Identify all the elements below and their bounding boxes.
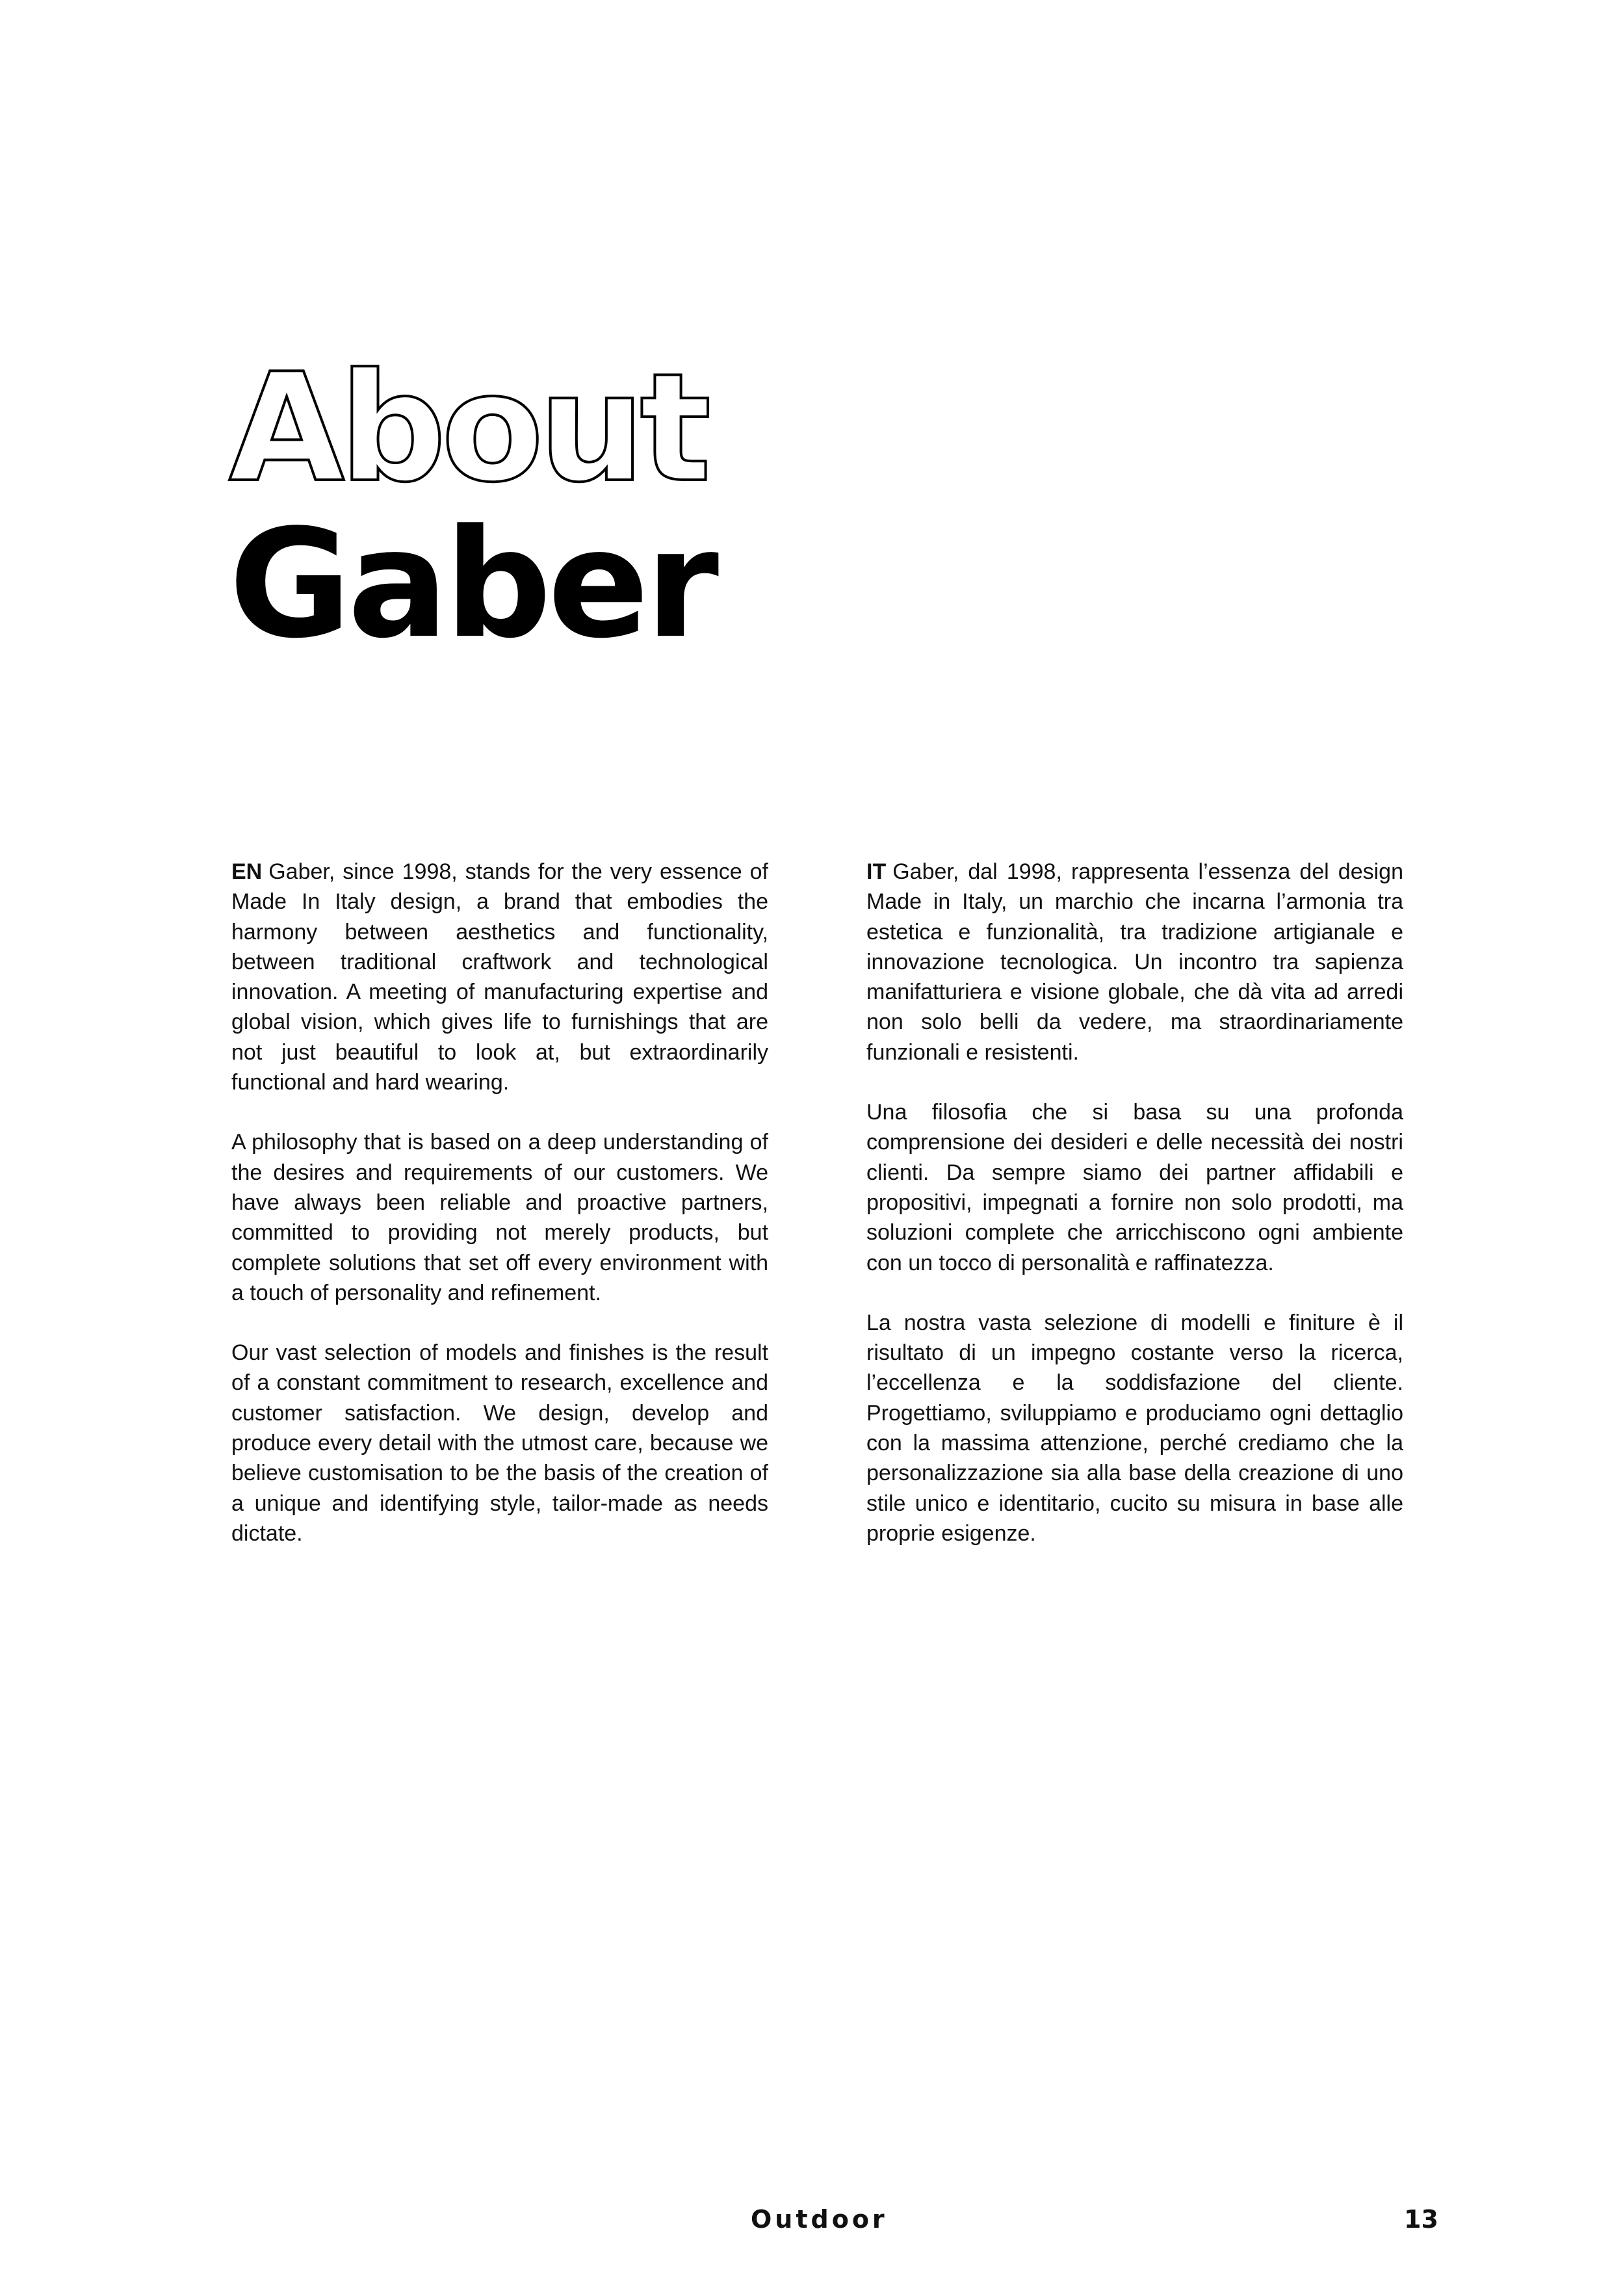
english-text-column	[231, 857, 768, 1578]
title-line-gaber: Gaber	[229, 498, 716, 672]
footer-section-label: Outdoor	[751, 2205, 888, 2234]
language-code-it: IT	[866, 859, 887, 884]
italian-paragraph-2: Una filosofia che si basa su una profonda comprensione dei desideri e delle necessità dei nostri clienti. Da sempre siamo dei partner affidabili e propositivi, impegnati a fornire non solo prodotti, ma soluzioni complete che arricchiscono ogni ambiente con un tocco di personalità e raffinatezza.	[866, 1100, 1403, 1275]
language-code-en: EN	[231, 859, 263, 884]
italian-paragraph-3: La nostra vasta selezione di modelli e finiture è il risultato di un impegno costante verso la ricerca, l’eccellenza e la soddisfazione del cliente. Progettiamo, sviluppiamo e produciamo ogni dettaglio con la massima attenzione, perché crediamo che la personalizzazione sia alla base della creazione di uno stile unico e identitario, cucito su misura in base alle proprie esigenze.	[866, 1310, 1403, 1546]
page-title	[229, 342, 716, 672]
italian-text-column	[866, 857, 1403, 1578]
page-number: 13	[1404, 2205, 1438, 2234]
english-paragraph-2: A philosophy that is based on a deep understanding of the desires and requirements of our customers. We have always been reliable and proactive partners, committed to providing not merely products, but complete solutions that set off every environment with a touch of personality and refinement.	[231, 1130, 768, 1305]
italian-paragraph-1-text: Gaber, dal 1998, rappresenta l’essenza del design Made in Italy, un marchio che incarna l’armonia tra estetica e funzionalità, tra tradizione artigianale e innovazione tecnologica. Un incontro tra sapienza manifatturiera e visione globale, che dà vita ad arredi non solo belli da vedere, ma straordinariamente funzionali e resistenti.	[866, 859, 1403, 1065]
english-paragraph-3: Our vast selection of models and finishes is the result of a constant commitment to research, excellence and customer satisfaction. We design, develop and produce every detail with the utmost care, because we believe customisation to be the basis of the creation of a unique and identifying style, tailor-made as needs dictate.	[231, 1340, 768, 1546]
italian-paragraph-1	[866, 857, 1403, 1067]
english-paragraph-1	[231, 857, 768, 1097]
english-paragraph-1-text: Gaber, since 1998, stands for the very essence of Made In Italy design, a brand that embodies the harmony between aesthetics and functionality, between traditional craftwork and technological innovation. A meeting of manufacturing expertise and global vision, which gives life to furnishings that are not just beautiful to look at, but extraordinarily functional and hard wearing.	[231, 859, 768, 1095]
title-line-about: About	[229, 342, 707, 515]
